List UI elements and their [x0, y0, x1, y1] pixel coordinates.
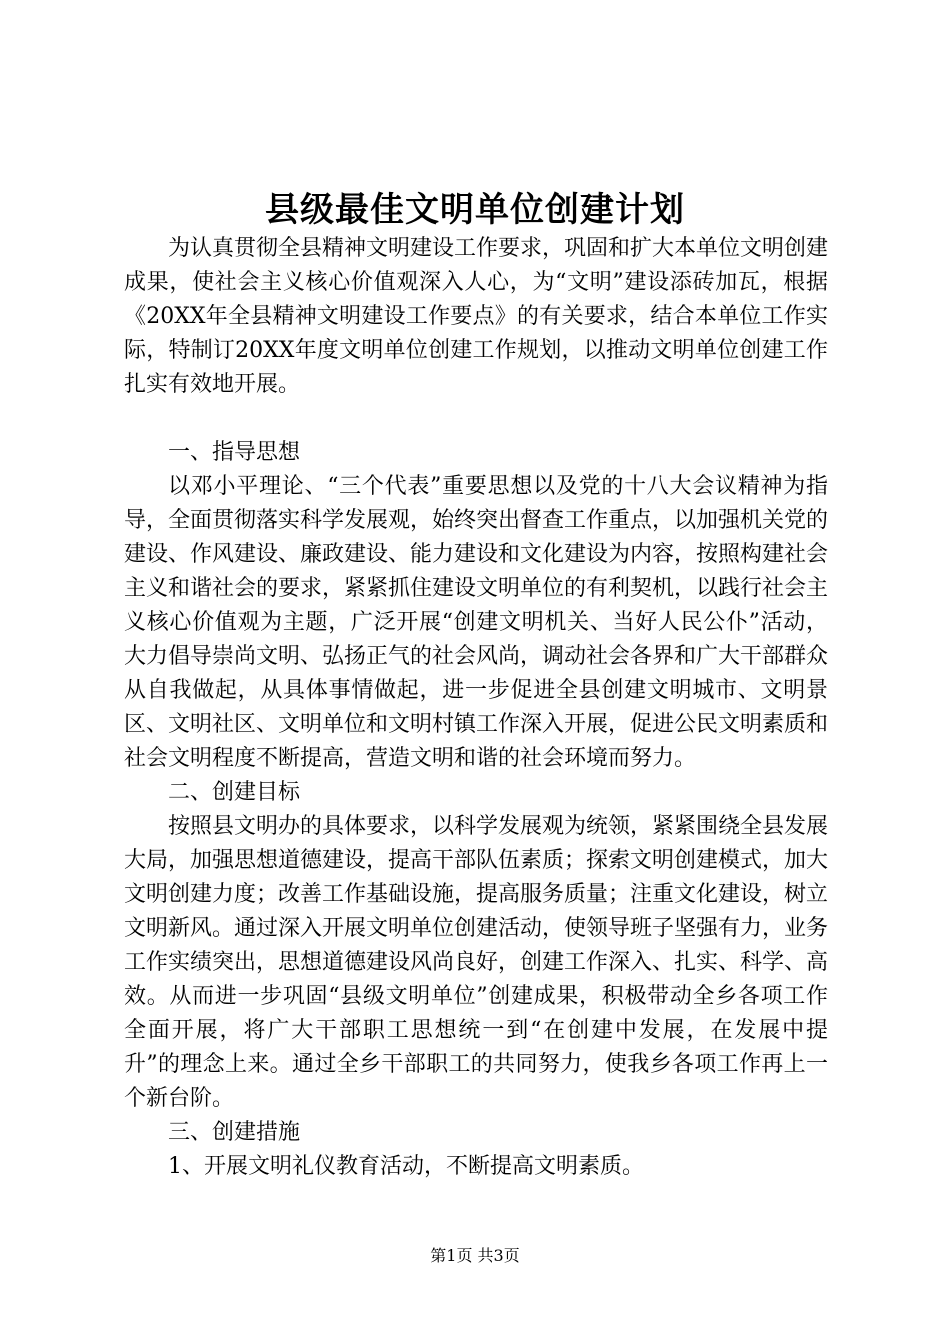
section-heading-goals: 二、创建目标: [168, 780, 301, 805]
document-title: 县级最佳文明单位创建计划: [265, 190, 685, 230]
section-paragraph-goals: 按照县文明办的具体要求，以科学发展观为统领，紧紧围绕全县发展大局，加强思想道德建设，提高干部队伍素质；探索文明创建模式，加大文明创建力度；改善工作基础设施，提高服务质量；注重文化建设，树立文明新风。通过深入开展文明单位创建活动，使领导班子坚强有力，业务工作实绩突出，思想道德建设风尚良好，创建工作深入、扎实、科学、高效。从而进一步巩固“县级文明单位”创建成果，积极带动全乡各项工作全面开展，将广大干部职工思想统一到“在创建中发展，在发展中提升”的理念上来。通过全乡干部职工的共同努力，使我乡各项工作再上一个新台阶。: [124, 814, 829, 1111]
intro-paragraph: 为认真贯彻全县精神文明建设工作要求，巩固和扩大本单位文明创建成果，使社会主义核心价值观深入人心，为“文明”建设添砖加瓦，根据《20XX年全县精神文明建设工作要点》的有关要求，结合本单位工作实际，特制订20XX年度文明单位创建工作规划，以推动文明单位创建工作扎实有效地开展。: [124, 236, 829, 397]
document-body: [124, 232, 828, 1184]
section-heading-measures: 三、创建措施: [168, 1120, 301, 1145]
section-heading-guiding-ideology: 一、指导思想: [168, 440, 301, 465]
page-number-footer: 第1页 共3页: [430, 1246, 520, 1265]
section-paragraph-guiding-ideology: 以邓小平理论、“三个代表”重要思想以及党的十八大会议精神为指导，全面贯彻落实科学发展观，始终突出督查工作重点，以加强机关党的建设、作风建设、廉政建设、能力建设和文化建设为内容，按照构建社会主义和谐社会的要求，紧紧抓住建设文明单位的有利契机，以践行社会主义核心价值观为主题，广泛开展“创建文明机关、当好人民公仆”活动，大力倡导崇尚文明、弘扬正气的社会风尚，调动社会各界和广大干部群众从自我做起，从具体事情做起，进一步促进全县创建文明城市、文明景区、文明社区、文明单位和文明村镇工作深入开展，促进公民文明素质和社会文明程度不断提高，营造文明和谐的社会环境而努力。: [124, 474, 829, 771]
measure-item-1: 1、开展文明礼仪教育活动，不断提高文明素质。: [168, 1154, 644, 1179]
